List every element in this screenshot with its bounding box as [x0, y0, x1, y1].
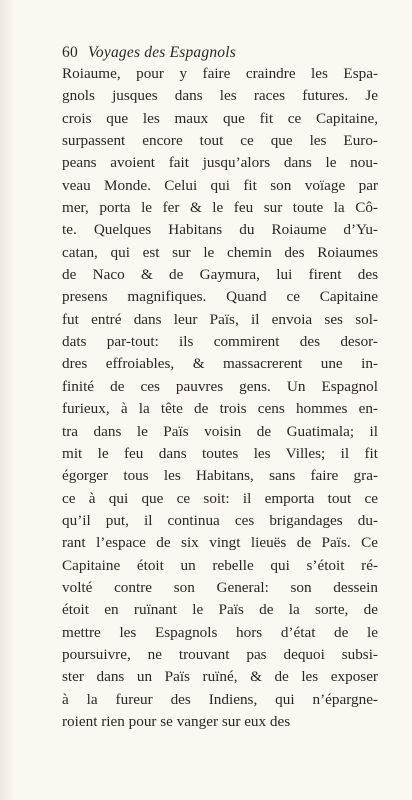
- body-text: [62, 63, 378, 733]
- text-line: Capitaine étoit un rebelle qui s’étoit ré-: [62, 556, 378, 574]
- text-line: dats par-tout: ils commirent des desor-: [62, 333, 378, 351]
- text-line: ce à qui que ce soit: il emporta tout ce: [62, 489, 378, 507]
- text-line: dres effroiables, & massacrerent une in-: [62, 355, 378, 373]
- text-line: qu’il put, il continua ces brigandages du-: [62, 511, 378, 529]
- text-line: finité de ces pauvres gens. Un Espagnol: [62, 377, 378, 395]
- text-line: rant l’espace de six vingt lieuës de Païs. Ce: [62, 534, 378, 552]
- text-line: fut entré dans leur Païs, il envoia ses sol-: [62, 310, 378, 328]
- text-line: mettre les Espagnols hors d’état de le: [62, 623, 378, 641]
- text-line: veau Monde. Celui qui fit son voïage par: [62, 176, 378, 194]
- text-line: tra dans le Païs voisin de Guatimala; il: [62, 422, 378, 440]
- text-line: mer, porta le fer & le feu sur toute la Cô-: [62, 199, 378, 217]
- text-line: crois que les maux que fit ce Capitaine,: [62, 109, 378, 127]
- text-line: peans avoient fait jusqu’alors dans le nou-: [62, 154, 378, 172]
- text-line: volté contre son General: son dessein: [62, 578, 378, 596]
- text-line: gnols jusques dans les races futures. Je: [62, 87, 378, 105]
- text-line: roient rien pour se vanger sur eux des: [62, 712, 291, 730]
- text-line: presens magnifiques. Quand ce Capitaine: [62, 288, 378, 306]
- running-head: [62, 44, 372, 62]
- text-line: surpassent encore tout ce que les Euro-: [62, 132, 378, 150]
- text-line: poursuivre, ne trouvant pas dequoi subsi-: [62, 645, 378, 663]
- text-line: étoit en ruïnant le Païs de la sorte, de: [62, 601, 378, 619]
- text-line: furieux, à la tête de trois cens hommes en-: [62, 400, 378, 418]
- text-line: de Naco & de Gaymura, lui firent des: [62, 266, 378, 284]
- text-line: à la fureur des Indiens, qui n’épargne-: [62, 690, 378, 708]
- text-line: mit le feu dans toutes les Villes; il fit: [62, 444, 378, 462]
- text-line: te. Quelques Habitans du Roiaume d’Yu-: [62, 221, 378, 239]
- text-line: Roiaume, pour y faire craindre les Espa-: [62, 65, 378, 82]
- page-number: 60: [62, 44, 78, 61]
- text-line: catan, qui est sur le chemin des Roiaumes: [62, 243, 378, 261]
- running-title: Voyages des Espagnols: [87, 44, 236, 61]
- text-line: ster dans un Païs ruïné, & de les exposer: [62, 668, 378, 686]
- text-line: égorger tous les Habitans, sans faire gra-: [62, 467, 378, 485]
